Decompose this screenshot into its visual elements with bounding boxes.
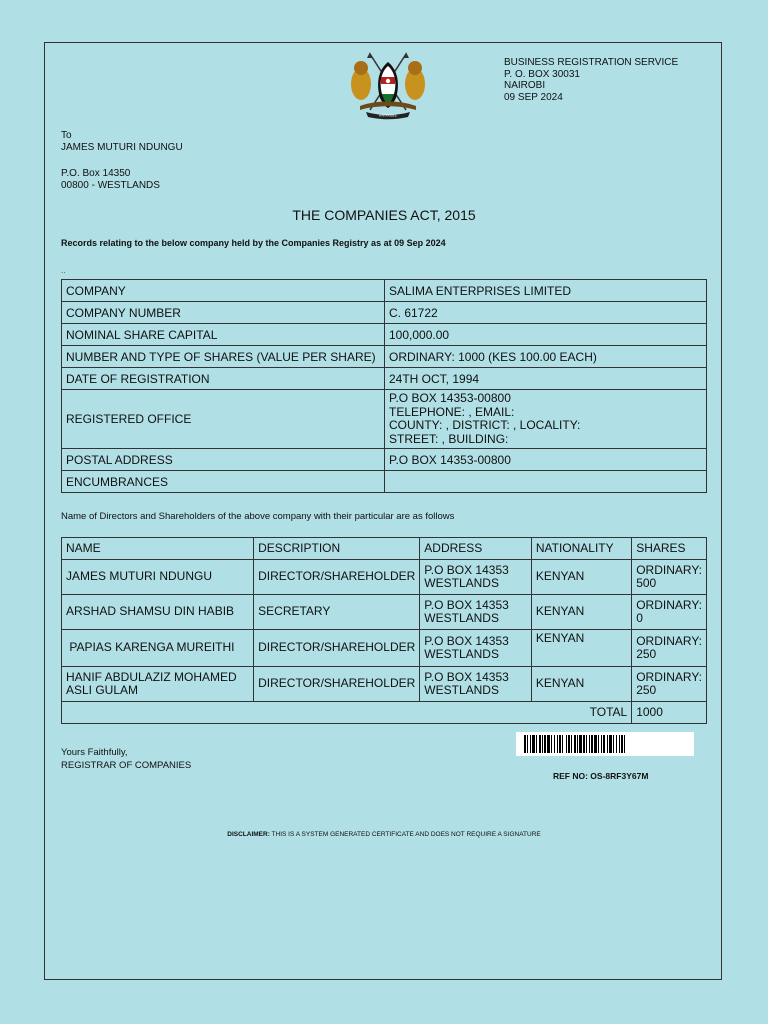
director-shares: ORDINARY: 250 [632, 630, 707, 667]
sender-date: 09 SEP 2024 [504, 91, 563, 103]
company-number-label: COMPANY NUMBER [62, 302, 385, 324]
recipient-box: P.O. Box 14350 [61, 168, 131, 179]
director-nationality: KENYAN [531, 595, 631, 630]
recipient-name: JAMES MUTURI NDUNGU [61, 142, 183, 153]
director-description: DIRECTOR/SHAREHOLDER [254, 667, 420, 702]
table-row [62, 471, 707, 493]
director-description: SECRETARY [254, 595, 420, 630]
company-value: SALIMA ENTERPRISES LIMITED [385, 280, 707, 302]
header-shares: SHARES [632, 538, 707, 560]
header-nationality: NATIONALITY [531, 538, 631, 560]
recipient-address [61, 130, 183, 192]
registered-office-label: REGISTERED OFFICE [62, 390, 385, 449]
shares-type-label: NUMBER AND TYPE OF SHARES (VALUE PER SHARE) [62, 346, 385, 368]
company-label: COMPANY [62, 280, 385, 302]
office-line: P.O BOX 14353-00800 [389, 391, 511, 405]
total-row [62, 702, 707, 724]
table-row [62, 390, 707, 449]
table-row [62, 346, 707, 368]
total-value: 1000 [632, 702, 707, 724]
director-address: P.O BOX 14353 WESTLANDS [420, 595, 532, 630]
svg-text:HARAMBEE: HARAMBEE [379, 113, 397, 118]
director-address: P.O BOX 14353 WESTLANDS [420, 667, 532, 702]
encumbrances-label: ENCUMBRANCES [62, 471, 385, 493]
table-row [62, 280, 707, 302]
company-number-value: C. 61722 [385, 302, 707, 324]
header-name: NAME [62, 538, 254, 560]
director-description: DIRECTOR/SHAREHOLDER [254, 560, 420, 595]
office-line: COUNTY: , DISTRICT: , LOCALITY: [389, 418, 581, 432]
table-row [62, 302, 707, 324]
company-info-table [61, 279, 707, 493]
registration-date-label: DATE OF REGISTRATION [62, 368, 385, 390]
header-description: DESCRIPTION [254, 538, 420, 560]
encumbrances-value [385, 471, 707, 493]
share-capital-label: NOMINAL SHARE CAPITAL [62, 324, 385, 346]
disclaimer-text: THIS IS A SYSTEM GENERATED CERTIFICATE AND DOES NOT REQUIRE A SIGNATURE [269, 831, 541, 838]
director-address: P.O BOX 14353 WESTLANDS [420, 630, 532, 667]
director-nationality: KENYAN [531, 560, 631, 595]
disclaimer-label: DISCLAIMER: [227, 831, 270, 838]
records-statement: Records relating to the below company held by the Companies Registry as at 09 Sep 2024 [61, 238, 446, 248]
total-label: TOTAL [62, 702, 632, 724]
sender-name: BUSINESS REGISTRATION SERVICE [504, 57, 679, 68]
table-row [62, 630, 707, 667]
sender-box: P. O. BOX 30031 [504, 68, 580, 80]
postal-address-label: POSTAL ADDRESS [62, 449, 385, 471]
reference-number: REF NO: OS-8RF3Y67M [553, 771, 649, 781]
director-name: HANIF ABDULAZIZ MOHAMED ASLI GULAM [62, 667, 254, 702]
kenya-coat-of-arms-icon [346, 50, 430, 120]
to-label: To [61, 130, 72, 141]
closing-signature [61, 747, 191, 772]
table-row [62, 324, 707, 346]
table-row [62, 595, 707, 630]
office-line: STREET: , BUILDING: [389, 431, 509, 446]
director-shares: ORDINARY: 250 [632, 667, 707, 702]
director-shares: ORDINARY: 0 [632, 595, 707, 630]
registered-office-value [385, 390, 707, 449]
sender-address [504, 57, 678, 103]
director-description: DIRECTOR/SHAREHOLDER [254, 630, 420, 667]
director-name: PAPIAS KARENGA MUREITHI [62, 630, 254, 667]
table-header-row [62, 538, 707, 560]
recipient-postal: 00800 - WESTLANDS [61, 180, 160, 191]
director-nationality: KENYAN [531, 667, 631, 702]
director-name: JAMES MUTURI NDUNGU [62, 560, 254, 595]
disclaimer [0, 831, 768, 838]
director-address: P.O BOX 14353 WESTLANDS [420, 560, 532, 595]
header-address: ADDRESS [420, 538, 532, 560]
document-title: THE COMPANIES ACT, 2015 [292, 207, 476, 223]
director-shares: ORDINARY: 500 [632, 560, 707, 595]
share-capital-value: 100,000.00 [385, 324, 707, 346]
table-row [62, 449, 707, 471]
sender-city: NAIROBI [504, 80, 546, 91]
directors-intro: Name of Directors and Shareholders of the above company with their particular are as follows [61, 511, 455, 522]
director-name: ARSHAD SHAMSU DIN HABIB [62, 595, 254, 630]
table-row [62, 560, 707, 595]
director-nationality: KENYAN [531, 630, 631, 667]
shares-type-value: ORDINARY: 1000 (KES 100.00 EACH) [385, 346, 707, 368]
closing-line: Yours Faithfully, [61, 747, 128, 758]
barcode-icon [516, 732, 694, 756]
directors-table [61, 537, 707, 724]
postal-address-value: P.O BOX 14353-00800 [385, 449, 707, 471]
table-row [62, 667, 707, 702]
separator-dots: .. [61, 266, 66, 275]
office-line: TELEPHONE: , EMAIL: [389, 404, 515, 419]
registrar-title: REGISTRAR OF COMPANIES [61, 759, 192, 771]
table-row [62, 368, 707, 390]
registration-date-value: 24TH OCT, 1994 [385, 368, 707, 390]
